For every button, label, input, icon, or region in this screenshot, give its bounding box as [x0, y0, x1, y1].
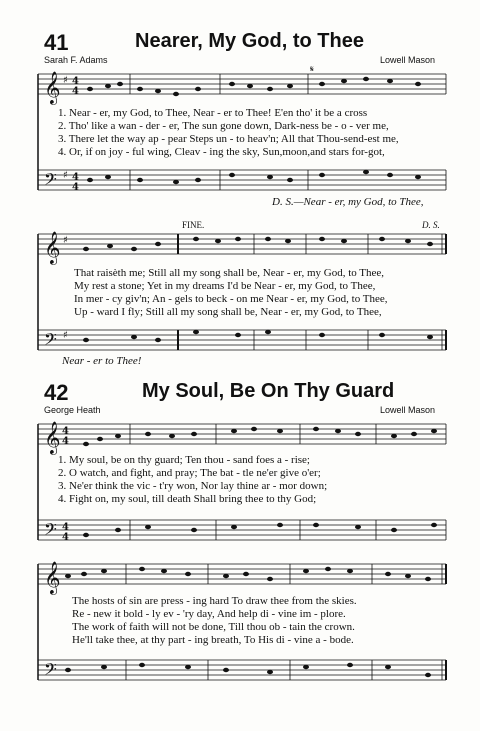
ending-line: Near - er to Thee! — [62, 355, 142, 367]
verse-3-line: 3. There let the way ap - pear Steps un - to heav'n; All that Thou-send-est me, — [58, 133, 399, 145]
svg-text:𝄢: 𝄢 — [44, 519, 57, 543]
svg-text:4: 4 — [62, 532, 69, 543]
verse-2-line: My rest a stone; Yet in my dreams I'd be Near - er, my God, to Thee, — [74, 280, 376, 292]
svg-text:4: 4 — [62, 426, 69, 437]
hymn-author: George Heath — [44, 405, 101, 415]
svg-text:𝄞: 𝄞 — [44, 561, 61, 594]
verse-1-line: The hosts of sin are press - ing hard To draw thee from the skies. — [72, 595, 357, 607]
hymn-number: 41 — [44, 30, 69, 55]
verse-4-line: 4. Fight on, my soul, till death Shall bring thee to thy God; — [58, 493, 317, 505]
hymn-author: Sarah F. Adams — [44, 55, 108, 65]
ds-line: D. S.—Near - er, my God, to Thee, — [272, 196, 424, 208]
ds-label: D. S. — [422, 220, 440, 230]
verse-4-line: Up - ward I fly; Still all my song shall be, Near - er, my God, to Thee, — [74, 306, 382, 318]
svg-text:𝄞: 𝄞 — [44, 421, 61, 454]
sharp-icon: ♯ — [63, 75, 68, 86]
verse-4-line: He'll take thee, at thy part - ing breath, To His di - vine a - bode. — [72, 634, 354, 646]
hymn-title: Nearer, My God, to Thee — [135, 30, 364, 52]
time-signature-4-4-icon: 4 — [72, 76, 79, 87]
verse-2-line: 2. O watch, and fight, and pray; The bat - tle ne'er give o'er; — [58, 467, 321, 479]
verse-4-line: 4. Or, if on joy - ful wing, Cleav - ing the sky, Sun,moon,and stars for-got, — [58, 146, 385, 158]
verse-3-line: The work of faith will not be done, Till thou ob - tain the crown. — [72, 621, 355, 633]
hymn-title: My Soul, Be On Thy Guard — [142, 380, 395, 402]
svg-text:♯: ♯ — [63, 235, 68, 246]
verse-1-line: That raisèth me; Still all my song shall be, Near - er, my God, to Thee, — [74, 267, 385, 279]
hymn-number: 42 — [44, 380, 69, 405]
verse-3-line: 3. Ne'er think the vic - t'ry won, Nor lay thine ar - mor down; — [58, 480, 328, 492]
svg-text:♯: ♯ — [63, 170, 68, 181]
svg-text:𝄢: 𝄢 — [44, 329, 57, 353]
verse-1-line: 1. My soul, be on thy guard; Ten thou - sand foes a - rise; — [58, 454, 310, 466]
svg-text:4: 4 — [72, 86, 79, 97]
svg-text:4: 4 — [72, 182, 79, 193]
verse-1-line: 1. Near - er, my God, to Thee, Near - er to Thee! E'en tho' it be a cross — [58, 107, 368, 119]
svg-text:𝄢: 𝄢 — [44, 659, 57, 683]
svg-text:4: 4 — [62, 436, 69, 447]
verse-2-line: Re - new it bold - ly ev - 'ry day, And help di - vine im - plore. — [72, 608, 346, 620]
svg-text:4: 4 — [72, 172, 79, 183]
treble-clef-icon: 𝄞 — [44, 71, 61, 104]
bass-clef-icon: 𝄢 — [44, 169, 57, 193]
svg-text:♯: ♯ — [63, 330, 68, 341]
hymn-composer: Lowell Mason — [380, 405, 436, 415]
svg-text:𝄋: 𝄋 — [310, 65, 314, 75]
hymn-composer: Lowell Mason — [380, 55, 436, 65]
fine-label: FINE. — [182, 220, 205, 230]
svg-text:𝄞: 𝄞 — [44, 231, 61, 264]
svg-text:4: 4 — [62, 522, 69, 533]
verse-2-line: 2. Tho' like a wan - der - er, The sun gone down, Dark-ness be - o - ver me, — [58, 120, 389, 132]
verse-3-line: In mer - cy giv'n; An - gels to beck - on me Near - er, my God, to Thee, — [74, 293, 388, 305]
